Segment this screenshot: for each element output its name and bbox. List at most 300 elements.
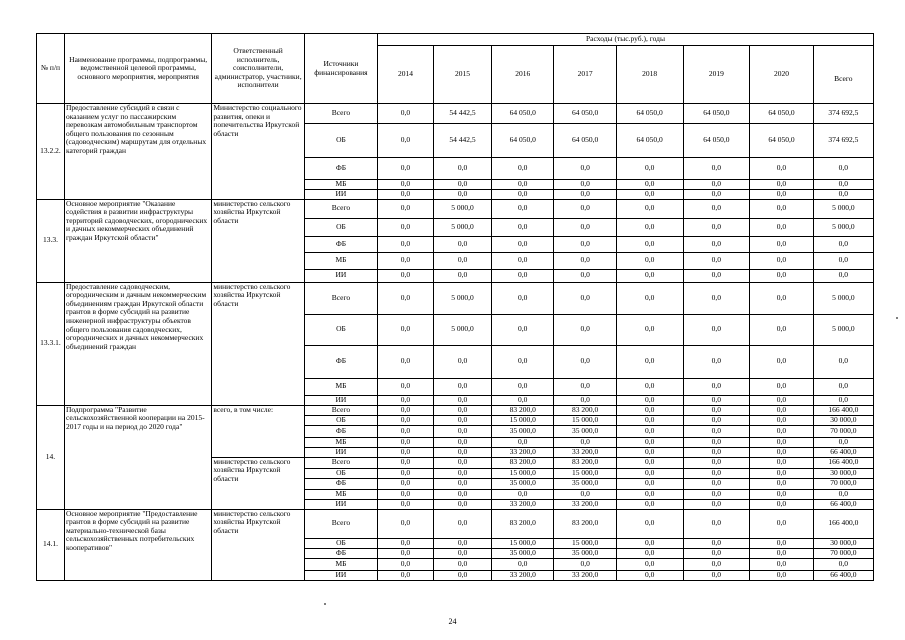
amount-cell: 0,0 — [616, 447, 683, 457]
amount-cell: 0,0 — [433, 437, 491, 447]
amount-cell: 0,0 — [750, 489, 813, 499]
row-number: 14.1. — [37, 509, 65, 580]
amount-cell: 83 200,0 — [554, 509, 616, 538]
amount-cell: 0,0 — [616, 236, 683, 252]
amount-cell: 0,0 — [683, 499, 750, 509]
amount-cell: 0,0 — [750, 499, 813, 509]
amount-cell: 0,0 — [750, 345, 813, 378]
header-name: Наименование программы, подпрограммы, ведомственной целевой программы, основного мероприятия, мероприятия — [64, 34, 211, 104]
amount-cell: 0,0 — [378, 489, 434, 499]
amount-cell: 0,0 — [554, 269, 616, 282]
amount-cell: 0,0 — [554, 158, 616, 180]
amount-cell: 0,0 — [683, 180, 750, 190]
amount-cell: 0,0 — [492, 282, 554, 314]
amount-cell: 0,0 — [378, 218, 434, 236]
amount-cell: 64 050,0 — [683, 104, 750, 124]
funding-source: ФБ — [304, 478, 377, 489]
amount-cell: 0,0 — [683, 269, 750, 282]
amount-cell: 0,0 — [750, 236, 813, 252]
responsible-executor: Министерство социального развития, опеки и попечительства Иркутской области — [212, 104, 305, 200]
total-cell: 374 692,5 — [813, 104, 873, 124]
amount-cell: 0,0 — [492, 378, 554, 395]
amount-cell: 0,0 — [378, 415, 434, 425]
amount-cell: 0,0 — [616, 282, 683, 314]
amount-cell: 0,0 — [683, 236, 750, 252]
amount-cell: 15 000,0 — [492, 415, 554, 425]
amount-cell: 0,0 — [750, 468, 813, 478]
total-cell: 374 692,5 — [813, 124, 873, 158]
amount-cell: 33 200,0 — [554, 499, 616, 509]
amount-cell: 0,0 — [492, 345, 554, 378]
amount-cell: 0,0 — [378, 395, 434, 405]
total-cell: 70 000,0 — [813, 425, 873, 437]
amount-cell: 0,0 — [683, 395, 750, 405]
funding-source: ИИ — [304, 395, 377, 405]
funding-source: ФБ — [304, 236, 377, 252]
responsible-executor: министерство сельского хозяйства Иркутской области — [212, 509, 305, 580]
total-cell: 0,0 — [813, 558, 873, 570]
amount-cell: 0,0 — [378, 199, 434, 218]
total-cell: 0,0 — [813, 180, 873, 190]
funding-source: Всего — [304, 405, 377, 415]
amount-cell: 0,0 — [683, 190, 750, 200]
amount-cell: 0,0 — [433, 538, 491, 548]
amount-cell: 0,0 — [616, 395, 683, 405]
amount-cell: 5 000,0 — [433, 218, 491, 236]
total-cell: 66 400,0 — [813, 499, 873, 509]
amount-cell: 0,0 — [683, 447, 750, 457]
amount-cell: 15 000,0 — [554, 415, 616, 425]
amount-cell: 0,0 — [554, 199, 616, 218]
amount-cell: 15 000,0 — [554, 538, 616, 548]
amount-cell: 0,0 — [433, 269, 491, 282]
amount-cell: 0,0 — [683, 468, 750, 478]
amount-cell: 0,0 — [683, 457, 750, 468]
total-cell: 0,0 — [813, 190, 873, 200]
row-number: 13.3.1. — [37, 282, 65, 405]
amount-cell: 0,0 — [616, 538, 683, 548]
amount-cell: 0,0 — [616, 345, 683, 378]
table-body — [37, 104, 874, 581]
total-cell: 0,0 — [813, 345, 873, 378]
amount-cell: 0,0 — [616, 218, 683, 236]
total-cell: 30 000,0 — [813, 468, 873, 478]
amount-cell: 0,0 — [433, 489, 491, 499]
amount-cell: 0,0 — [492, 489, 554, 499]
header-responsible: Ответственный исполнитель, соисполнители, администратор, участники, исполнители — [212, 34, 305, 104]
amount-cell: 0,0 — [616, 437, 683, 447]
funding-source: МБ — [304, 252, 377, 269]
amount-cell: 0,0 — [616, 499, 683, 509]
table-header — [37, 34, 874, 104]
program-name: Предоставление садоводческим, огородническим и дачным некоммерческим объединениям граждан Иркутской области грантов в форме субсидий на развитие инженерной инфраструктуры объектов общего пользования садоводческих, огороднических и дачных некоммерческих объединений граждан — [64, 282, 211, 405]
amount-cell: 0,0 — [683, 345, 750, 378]
funding-source: ОБ — [304, 538, 377, 548]
amount-cell: 0,0 — [378, 548, 434, 558]
responsible-executor: министерство сельского хозяйства Иркутской области — [212, 199, 305, 282]
responsible-executor: министерство сельского хозяйства Иркутской области — [212, 282, 305, 405]
amount-cell: 0,0 — [433, 570, 491, 580]
amount-cell: 0,0 — [750, 218, 813, 236]
amount-cell: 0,0 — [433, 345, 491, 378]
funding-source: ОБ — [304, 218, 377, 236]
amount-cell: 0,0 — [750, 425, 813, 437]
funding-source: ФБ — [304, 345, 377, 378]
funding-source: ОБ — [304, 415, 377, 425]
budget-table — [36, 33, 874, 581]
header-year: 2018 — [616, 46, 683, 104]
funding-source: ИИ — [304, 447, 377, 457]
header-year: 2017 — [554, 46, 616, 104]
table-row — [37, 199, 874, 218]
amount-cell: 64 050,0 — [750, 124, 813, 158]
amount-cell: 0,0 — [554, 218, 616, 236]
funding-source: МБ — [304, 378, 377, 395]
funding-source: Всего — [304, 457, 377, 468]
total-cell: 5 000,0 — [813, 199, 873, 218]
total-cell: 70 000,0 — [813, 478, 873, 489]
amount-cell: 0,0 — [378, 468, 434, 478]
amount-cell: 54 442,5 — [433, 124, 491, 158]
funding-source: ФБ — [304, 548, 377, 558]
amount-cell: 0,0 — [554, 378, 616, 395]
amount-cell: 0,0 — [750, 405, 813, 415]
amount-cell: 0,0 — [492, 199, 554, 218]
total-cell: 5 000,0 — [813, 314, 873, 345]
amount-cell: 35 000,0 — [492, 425, 554, 437]
amount-cell: 0,0 — [750, 457, 813, 468]
amount-cell: 0,0 — [433, 180, 491, 190]
funding-source: МБ — [304, 558, 377, 570]
header-year: 2019 — [683, 46, 750, 104]
amount-cell: 0,0 — [683, 425, 750, 437]
amount-cell: 0,0 — [433, 468, 491, 478]
header-year: 2016 — [492, 46, 554, 104]
amount-cell: 0,0 — [433, 457, 491, 468]
amount-cell: 0,0 — [683, 548, 750, 558]
amount-cell: 0,0 — [750, 509, 813, 538]
funding-source: ФБ — [304, 425, 377, 437]
funding-source: ОБ — [304, 468, 377, 478]
amount-cell: 0,0 — [750, 190, 813, 200]
amount-cell: 15 000,0 — [492, 468, 554, 478]
total-cell: 0,0 — [813, 489, 873, 499]
amount-cell: 35 000,0 — [554, 548, 616, 558]
amount-cell: 15 000,0 — [492, 538, 554, 548]
amount-cell: 64 050,0 — [616, 104, 683, 124]
amount-cell: 0,0 — [683, 538, 750, 548]
funding-source: МБ — [304, 437, 377, 447]
total-cell: 0,0 — [813, 158, 873, 180]
total-cell: 0,0 — [813, 378, 873, 395]
amount-cell: 64 050,0 — [492, 104, 554, 124]
funding-source: МБ — [304, 180, 377, 190]
total-cell: 30 000,0 — [813, 538, 873, 548]
amount-cell: 0,0 — [750, 282, 813, 314]
amount-cell: 0,0 — [750, 538, 813, 548]
funding-source: ИИ — [304, 269, 377, 282]
amount-cell: 0,0 — [750, 180, 813, 190]
amount-cell: 35 000,0 — [554, 478, 616, 489]
amount-cell: 0,0 — [750, 447, 813, 457]
funding-source: ОБ — [304, 314, 377, 345]
program-name: Подпрограмма "Развитие сельскохозяйственной кооперации на 2015-2017 годы и на период до 2020 года" — [64, 405, 211, 509]
amount-cell: 5 000,0 — [433, 314, 491, 345]
budget-sheet — [36, 33, 874, 581]
amount-cell: 0,0 — [554, 236, 616, 252]
amount-cell: 0,0 — [433, 548, 491, 558]
amount-cell: 0,0 — [378, 378, 434, 395]
amount-cell: 0,0 — [378, 457, 434, 468]
row-number: 14. — [37, 405, 65, 509]
amount-cell: 0,0 — [616, 570, 683, 580]
amount-cell: 64 050,0 — [683, 124, 750, 158]
amount-cell: 0,0 — [616, 252, 683, 269]
amount-cell: 0,0 — [554, 282, 616, 314]
total-cell: 5 000,0 — [813, 218, 873, 236]
amount-cell: 0,0 — [750, 269, 813, 282]
header-expenses: Расходы (тыс.руб.), годы — [378, 34, 874, 46]
total-cell: 0,0 — [813, 252, 873, 269]
header-num: № п/п — [37, 34, 65, 104]
amount-cell: 0,0 — [616, 468, 683, 478]
amount-cell: 5 000,0 — [433, 282, 491, 314]
amount-cell: 83 200,0 — [492, 457, 554, 468]
funding-source: МБ — [304, 489, 377, 499]
amount-cell: 0,0 — [433, 395, 491, 405]
page-number: 24 — [448, 617, 457, 626]
amount-cell: 0,0 — [554, 395, 616, 405]
amount-cell: 0,0 — [616, 190, 683, 200]
header-year: 2015 — [433, 46, 491, 104]
amount-cell: 0,0 — [683, 478, 750, 489]
amount-cell: 0,0 — [616, 180, 683, 190]
amount-cell: 0,0 — [378, 158, 434, 180]
amount-cell: 64 050,0 — [554, 104, 616, 124]
responsible-executor: министерство сельского хозяйства Иркутской области — [212, 457, 305, 509]
amount-cell: 0,0 — [683, 199, 750, 218]
total-cell: 66 400,0 — [813, 447, 873, 457]
amount-cell: 0,0 — [492, 558, 554, 570]
amount-cell: 0,0 — [616, 405, 683, 415]
amount-cell: 0,0 — [492, 218, 554, 236]
amount-cell: 0,0 — [616, 558, 683, 570]
amount-cell: 83 200,0 — [554, 405, 616, 415]
amount-cell: 0,0 — [683, 378, 750, 395]
funding-source: Всего — [304, 509, 377, 538]
funding-source: ИИ — [304, 499, 377, 509]
header-year: 2020 — [750, 46, 813, 104]
funding-source: ИИ — [304, 190, 377, 200]
amount-cell: 0,0 — [378, 558, 434, 570]
amount-cell: 0,0 — [492, 158, 554, 180]
amount-cell: 0,0 — [554, 437, 616, 447]
amount-cell: 0,0 — [616, 269, 683, 282]
amount-cell: 0,0 — [433, 478, 491, 489]
amount-cell: 0,0 — [433, 447, 491, 457]
amount-cell: 0,0 — [492, 437, 554, 447]
amount-cell: 64 050,0 — [616, 124, 683, 158]
amount-cell: 0,0 — [378, 345, 434, 378]
amount-cell: 0,0 — [492, 395, 554, 405]
amount-cell: 0,0 — [750, 395, 813, 405]
amount-cell: 0,0 — [378, 570, 434, 580]
amount-cell: 0,0 — [433, 405, 491, 415]
amount-cell: 0,0 — [378, 269, 434, 282]
amount-cell: 5 000,0 — [433, 199, 491, 218]
amount-cell: 0,0 — [433, 509, 491, 538]
amount-cell: 64 050,0 — [554, 124, 616, 158]
amount-cell: 0,0 — [378, 538, 434, 548]
amount-cell: 35 000,0 — [554, 425, 616, 437]
funding-source: Всего — [304, 282, 377, 314]
amount-cell: 0,0 — [683, 158, 750, 180]
amount-cell: 0,0 — [378, 180, 434, 190]
amount-cell: 33 200,0 — [492, 570, 554, 580]
amount-cell: 0,0 — [616, 199, 683, 218]
program-name: Основное мероприятие "Оказание содействия в развитии инфраструктуры территорий садоводческих, огороднических и дачных некоммерческих объединений граждан Иркутской области" — [64, 199, 211, 282]
amount-cell: 0,0 — [378, 405, 434, 415]
total-cell: 5 000,0 — [813, 282, 873, 314]
funding-source: Всего — [304, 104, 377, 124]
amount-cell: 0,0 — [492, 314, 554, 345]
amount-cell: 0,0 — [750, 252, 813, 269]
total-cell: 166 400,0 — [813, 509, 873, 538]
amount-cell: 0,0 — [378, 252, 434, 269]
amount-cell: 0,0 — [378, 314, 434, 345]
amount-cell: 0,0 — [433, 252, 491, 269]
amount-cell: 0,0 — [554, 180, 616, 190]
amount-cell: 0,0 — [433, 425, 491, 437]
amount-cell: 0,0 — [378, 447, 434, 457]
table-row — [37, 282, 874, 314]
total-cell: 166 400,0 — [813, 457, 873, 468]
total-cell: 70 000,0 — [813, 548, 873, 558]
table-row — [37, 405, 874, 415]
total-cell: 0,0 — [813, 437, 873, 447]
amount-cell: 0,0 — [554, 558, 616, 570]
amount-cell: 0,0 — [378, 190, 434, 200]
amount-cell: 83 200,0 — [492, 509, 554, 538]
amount-cell: 0,0 — [616, 489, 683, 499]
amount-cell: 0,0 — [554, 190, 616, 200]
amount-cell: 0,0 — [683, 314, 750, 345]
header-total: Всего — [813, 46, 873, 104]
amount-cell: 33 200,0 — [492, 499, 554, 509]
funding-source: ИИ — [304, 570, 377, 580]
amount-cell: 0,0 — [433, 236, 491, 252]
amount-cell: 0,0 — [492, 190, 554, 200]
amount-cell: 0,0 — [683, 218, 750, 236]
amount-cell: 0,0 — [750, 478, 813, 489]
amount-cell: 0,0 — [750, 378, 813, 395]
table-row — [37, 509, 874, 538]
funding-source: ОБ — [304, 124, 377, 158]
amount-cell: 0,0 — [616, 314, 683, 345]
total-cell: 0,0 — [813, 269, 873, 282]
amount-cell: 0,0 — [750, 314, 813, 345]
amount-cell: 0,0 — [378, 236, 434, 252]
amount-cell: 83 200,0 — [492, 405, 554, 415]
amount-cell: 0,0 — [433, 558, 491, 570]
amount-cell: 0,0 — [378, 499, 434, 509]
amount-cell: 0,0 — [616, 425, 683, 437]
amount-cell: 0,0 — [554, 489, 616, 499]
amount-cell: 0,0 — [750, 158, 813, 180]
responsible-executor: всего, в том числе: — [212, 405, 305, 457]
amount-cell: 0,0 — [378, 282, 434, 314]
amount-cell: 15 000,0 — [554, 468, 616, 478]
amount-cell: 64 050,0 — [492, 124, 554, 158]
total-cell: 0,0 — [813, 395, 873, 405]
funding-source: ФБ — [304, 158, 377, 180]
header-year: 2014 — [378, 46, 434, 104]
amount-cell: 0,0 — [683, 558, 750, 570]
amount-cell: 0,0 — [378, 124, 434, 158]
amount-cell: 0,0 — [616, 378, 683, 395]
amount-cell: 0,0 — [433, 499, 491, 509]
amount-cell: 0,0 — [683, 252, 750, 269]
amount-cell: 0,0 — [378, 425, 434, 437]
amount-cell: 0,0 — [750, 548, 813, 558]
amount-cell: 0,0 — [492, 180, 554, 190]
total-cell: 66 400,0 — [813, 570, 873, 580]
amount-cell: 0,0 — [554, 314, 616, 345]
amount-cell: 35 000,0 — [492, 478, 554, 489]
program-name: Предоставление субсидий в связи с оказанием услуг по пассажирским перевозкам автомобильным транспортом общего пользования по сезонным (садоводческим) маршрутам для отдельных категорий граждан — [64, 104, 211, 200]
amount-cell: 0,0 — [433, 158, 491, 180]
scan-speck — [324, 603, 326, 605]
amount-cell: 0,0 — [492, 236, 554, 252]
amount-cell: 64 050,0 — [750, 104, 813, 124]
amount-cell: 83 200,0 — [554, 457, 616, 468]
row-number: 13.3. — [37, 199, 65, 282]
amount-cell: 0,0 — [750, 415, 813, 425]
amount-cell: 0,0 — [378, 437, 434, 447]
amount-cell: 33 200,0 — [492, 447, 554, 457]
total-cell: 166 400,0 — [813, 405, 873, 415]
amount-cell: 0,0 — [683, 489, 750, 499]
amount-cell: 0,0 — [554, 345, 616, 378]
amount-cell: 0,0 — [683, 509, 750, 538]
amount-cell: 0,0 — [616, 509, 683, 538]
amount-cell: 0,0 — [616, 415, 683, 425]
amount-cell: 0,0 — [433, 415, 491, 425]
amount-cell: 0,0 — [616, 457, 683, 468]
amount-cell: 0,0 — [433, 378, 491, 395]
amount-cell: 0,0 — [683, 282, 750, 314]
amount-cell: 33 200,0 — [554, 447, 616, 457]
program-name: Основное мероприятие "Предоставление грантов в форме субсидий на развитие материально-технической базы сельскохозяйственных потребительских кооперативов" — [64, 509, 211, 580]
amount-cell: 0,0 — [750, 437, 813, 447]
table-row — [37, 104, 874, 124]
amount-cell: 0,0 — [683, 415, 750, 425]
amount-cell: 0,0 — [616, 478, 683, 489]
amount-cell: 35 000,0 — [492, 548, 554, 558]
amount-cell: 0,0 — [554, 252, 616, 269]
amount-cell: 0,0 — [616, 158, 683, 180]
amount-cell: 0,0 — [433, 190, 491, 200]
amount-cell: 0,0 — [683, 570, 750, 580]
amount-cell: 0,0 — [378, 478, 434, 489]
amount-cell: 0,0 — [750, 199, 813, 218]
row-number: 13.2.2. — [37, 104, 65, 200]
amount-cell: 0,0 — [750, 558, 813, 570]
amount-cell: 33 200,0 — [554, 570, 616, 580]
amount-cell: 0,0 — [683, 437, 750, 447]
total-cell: 30 000,0 — [813, 415, 873, 425]
amount-cell: 0,0 — [378, 509, 434, 538]
